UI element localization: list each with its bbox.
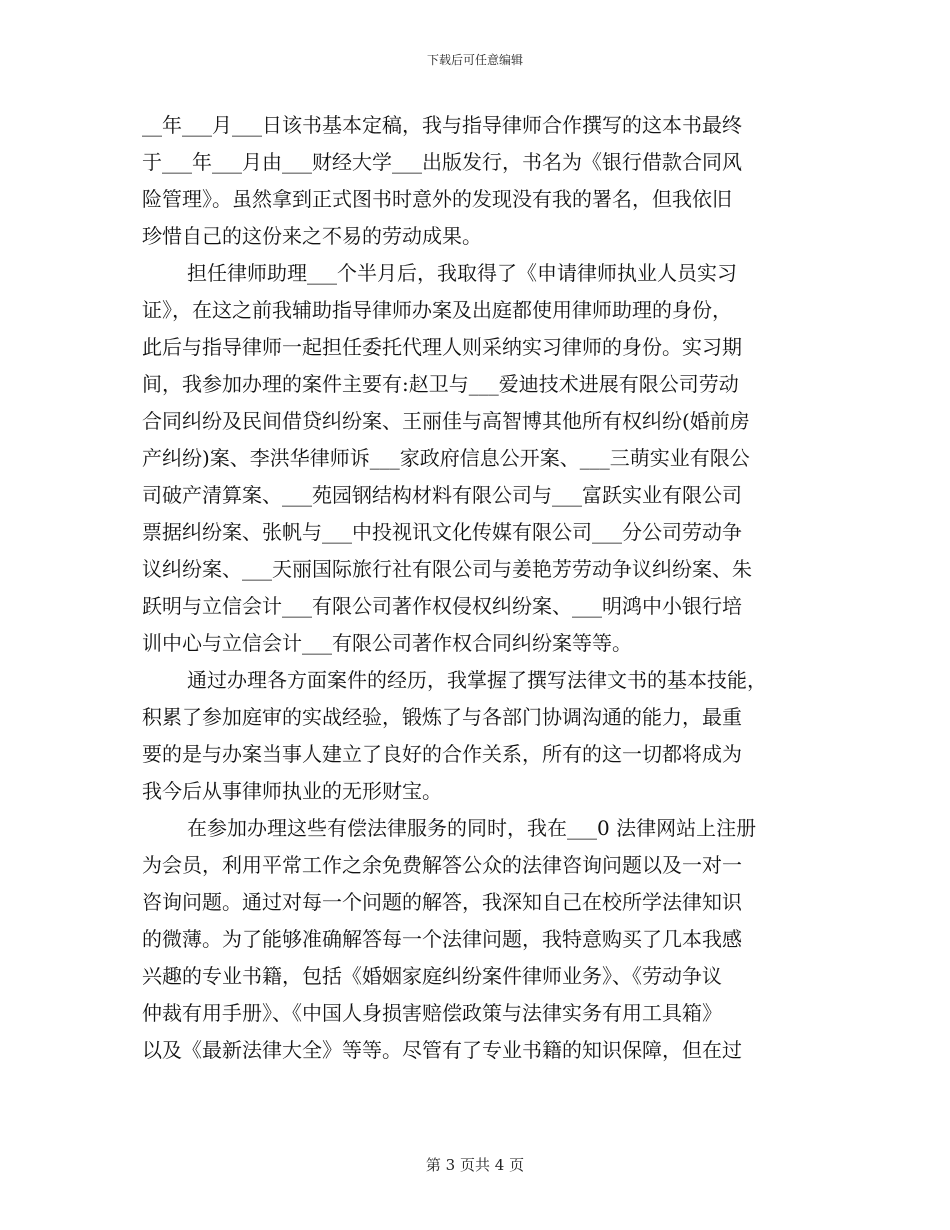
text-line: 训中心与立信会计___有限公司著作权合同纠纷案等等。 bbox=[142, 631, 632, 655]
text-line: 担任律师助理___个半月后，我取得了《申请律师执业人员实习 bbox=[187, 261, 737, 285]
text-line: 我今后从事律师执业的无形财宝。 bbox=[142, 779, 442, 803]
text-line: 为会员，利用平常工作之余免费解答公众的法律咨询问题以及一对一 bbox=[142, 853, 742, 877]
text-line: 此后与指导律师一起担任委托代理人则采纳实习律师的身份。实习期 bbox=[142, 335, 742, 359]
text-line: 跃明与立信会计___有限公司著作权侵权纠纷案、___明鸿中小银行培 bbox=[142, 594, 742, 618]
text-line: 珍惜自己的这份来之不易的劳动成果。 bbox=[142, 224, 482, 248]
text-line: 险管理》。虽然拿到正式图书时意外的发现没有我的署名，但我依旧 bbox=[142, 187, 732, 211]
text-line: 要的是与办案当事人建立了良好的合作关系，所有的这一切都将成为 bbox=[142, 742, 742, 766]
text-line: 通过办理各方面案件的经历，我掌握了撰写法律文书的基本技能， bbox=[187, 668, 767, 692]
text-line: 积累了参加庭审的实战经验，锻炼了与各部门协调沟通的能力，最重 bbox=[142, 705, 742, 729]
text-line: 仲裁有用手册》、《中国人身损害赔偿政策与法律实务有用工具箱》 bbox=[142, 1001, 722, 1025]
text-line: 间，我参加办理的案件主要有:赵卫与___爱迪技术进展有限公司劳动 bbox=[142, 372, 739, 396]
text-line: 司破产清算案、___苑园钢结构材料有限公司与___富跃实业有限公司 bbox=[142, 483, 742, 507]
text-line: 以及《最新法律大全》等等。尽管有了专业书籍的知识保障，但在过 bbox=[142, 1038, 742, 1062]
page-header: 下载后可任意编辑 bbox=[426, 53, 523, 67]
text-line: 在参加办理这些有偿法律服务的同时，我在___0 法律网站上注册 bbox=[187, 816, 757, 840]
text-line: 合同纠纷及民间借贷纠纷案、王丽佳与高智博其他所有权纠纷(婚前房 bbox=[142, 409, 750, 433]
text-line: 咨询问题。通过对每一个问题的解答，我深知自己在校所学法律知识 bbox=[142, 890, 742, 914]
text-line: __年___月___日该书基本定稿，我与指导律师合作撰写的这本书最终 bbox=[142, 113, 742, 137]
text-line: 于___年___月由___财经大学___出版发行，书名为《银行借款合同风 bbox=[142, 150, 742, 174]
text-line: 票据纠纷案、张帆与___中投视讯文化传媒有限公司___分公司劳动争 bbox=[142, 520, 742, 544]
text-line: 的微薄。为了能够准确解答每一个法律问题，我特意购买了几本我感 bbox=[142, 927, 742, 951]
text-line: 议纠纷案、___天丽国际旅行社有限公司与姜艳芳劳动争议纠纷案、朱 bbox=[142, 557, 752, 581]
text-line: 证》，在这之前我辅助指导律师办案及出庭都使用律师助理的身份， bbox=[142, 298, 732, 322]
text-line: 产纠纷)案、李洪华律师诉___家政府信息公开案、___三萌实业有限公 bbox=[142, 446, 750, 470]
text-line: 兴趣的专业书籍，包括《婚姻家庭纠纷案件律师业务》、《劳动争议 bbox=[142, 964, 722, 988]
page-footer: 第 3 页共 4 页 bbox=[425, 1156, 525, 1174]
